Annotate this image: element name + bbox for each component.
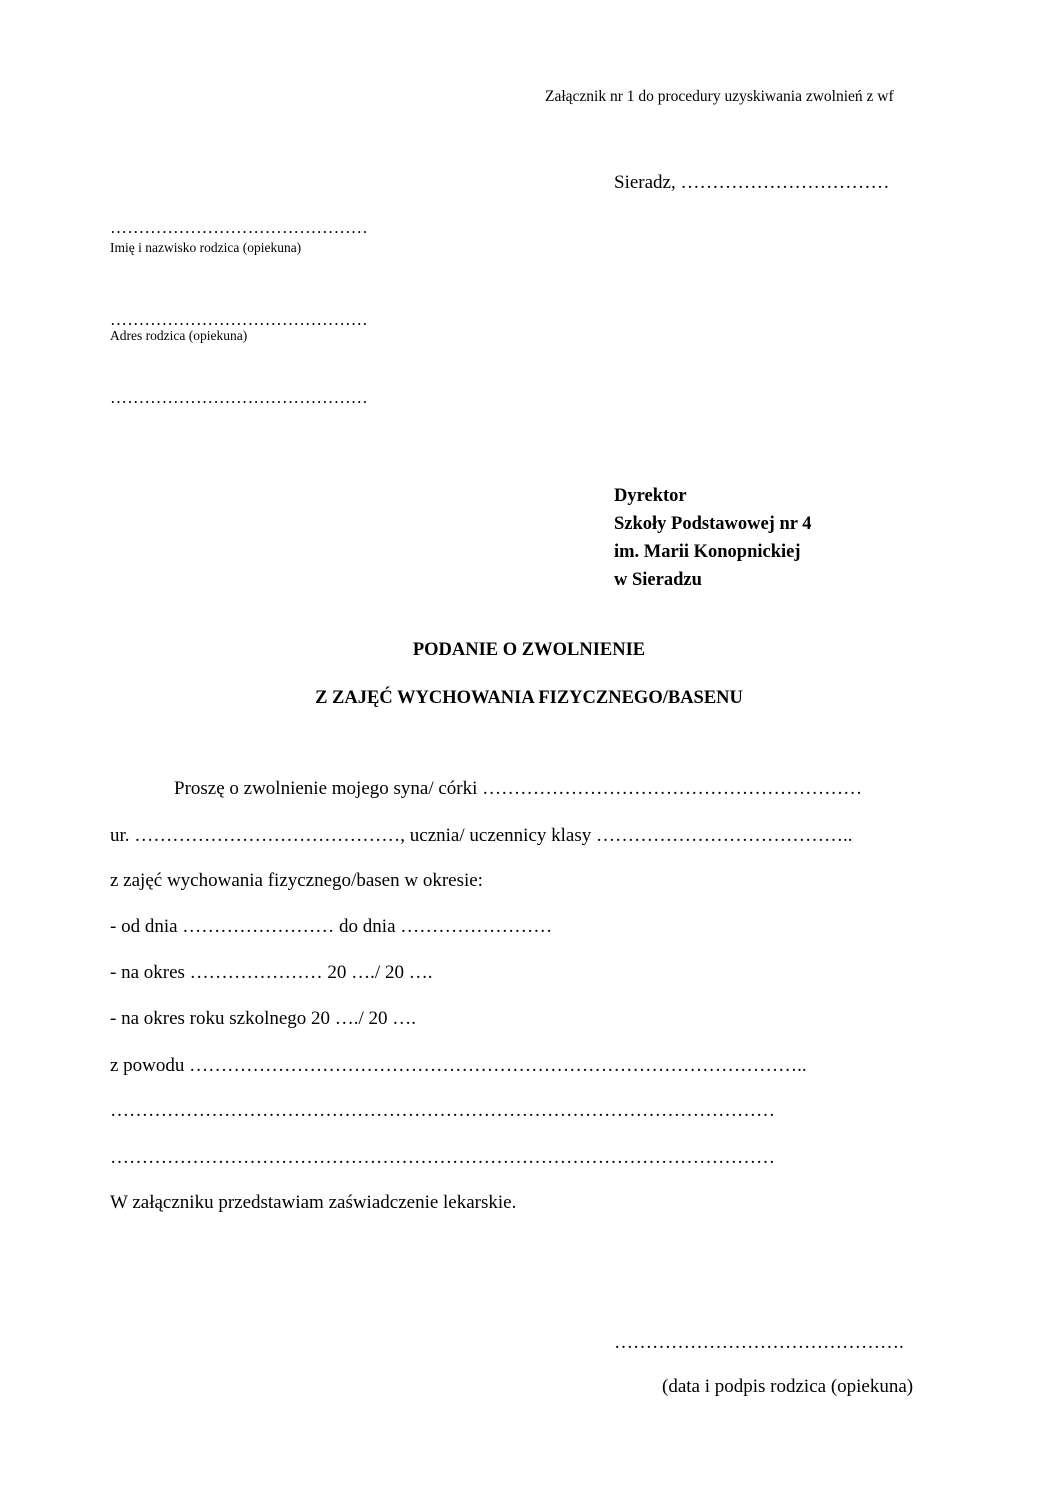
request-line-period-intro: z zajęć wychowania fizycznego/basen w okresie:	[110, 870, 483, 891]
recipient-line-2: Szkoły Podstawowej nr 4	[614, 514, 812, 534]
parent-address-label: Adres rodzica (opiekuna)	[110, 328, 248, 343]
request-line-reason: z powodu ……………………………………………………………………………………..	[110, 1055, 807, 1076]
signature-field: ……………………………………….	[614, 1332, 904, 1353]
signature-label: (data i podpis rodzica (opiekuna)	[662, 1376, 914, 1397]
attachment-note: W załączniku przedstawiam zaświadczenie lekarskie.	[110, 1192, 517, 1213]
parent-address-field-2: ………………………………………	[110, 388, 368, 407]
request-line-reason-cont-1: ……………………………………………………………………………………………	[110, 1100, 775, 1121]
request-line-child: Proszę o zwolnienie mojego syna/ córki ……………………………………………………	[174, 778, 863, 799]
recipient-line-1: Dyrektor	[614, 486, 687, 506]
request-line-date-range: - od dnia …………………… do dnia ……………………	[110, 916, 553, 937]
place-date-line: Sieradz, ……………………………	[614, 172, 890, 193]
request-line-school-year: - na okres roku szkolnego 20 …./ 20 ….	[110, 1008, 417, 1029]
parent-address-field: ………………………………………	[110, 310, 368, 329]
annex-note: Załącznik nr 1 do procedury uzyskiwania zwolnień z wf	[545, 88, 894, 105]
parent-name-label: Imię i nazwisko rodzica (opiekuna)	[110, 240, 302, 255]
request-line-birth-class: ur. ……………………………………, ucznia/ uczennicy klasy …………………………………..	[110, 825, 853, 846]
recipient-line-3: im. Marii Konopnickiej	[614, 542, 801, 562]
document-title-line-2: Z ZAJĘĆ WYCHOWANIA FIZYCZNEGO/BASENU	[315, 688, 743, 708]
parent-name-field: ………………………………………	[110, 218, 368, 237]
document-title-line-1: PODANIE O ZWOLNIENIE	[412, 640, 646, 660]
recipient-line-4: w Sieradzu	[614, 570, 702, 590]
request-line-period: - na okres ………………… 20 …./ 20 ….	[110, 962, 433, 983]
recipient-block	[614, 482, 812, 594]
request-line-reason-cont-2: ……………………………………………………………………………………………	[110, 1147, 775, 1168]
